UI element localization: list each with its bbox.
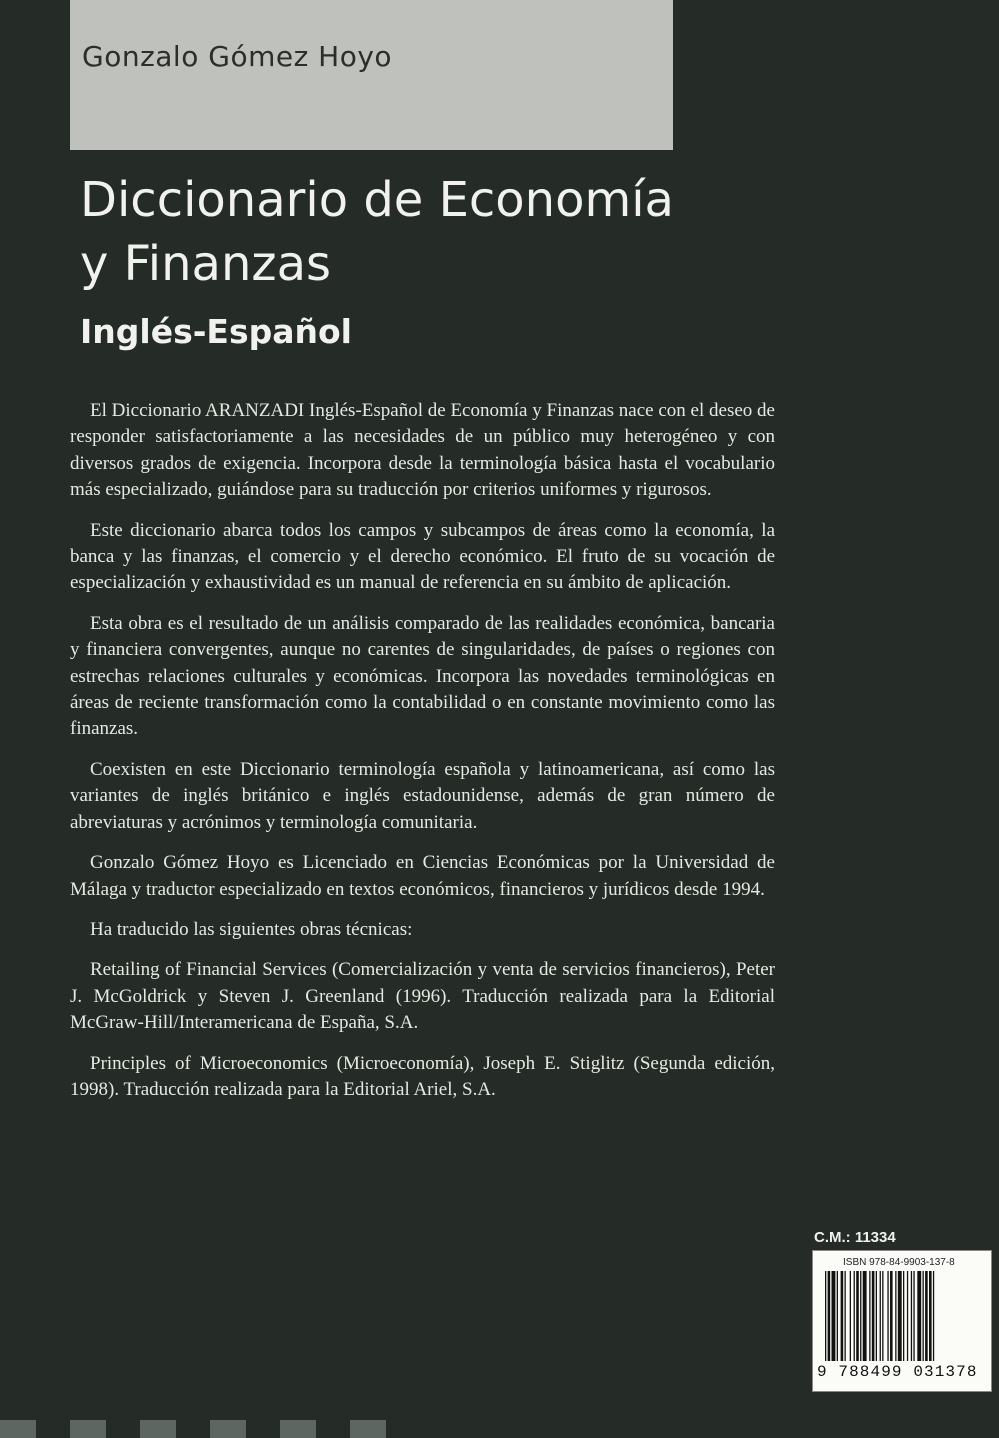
bottom-strip-segment bbox=[350, 1420, 386, 1438]
translations-intro: Ha traducido las siguientes obras técnicas: bbox=[90, 918, 413, 940]
isbn-label: ISBN 978-84-9903-137-8 bbox=[843, 1257, 955, 1268]
blurb-paragraph: Esta obra es el resultado de un análisis comparado de las realidades económica, bancaria y financiera convergentes, aunque no carentes de singularidades, de países o regiones con estrechas relaciones culturales y económicas. Incorpora las novedades terminológicas en áreas de reciente transformación como la contabilidad o en constante movimiento como las finanzas. bbox=[70, 612, 775, 740]
blurb-text bbox=[70, 398, 775, 1117]
bottom-strip-segment bbox=[140, 1420, 176, 1438]
barcode-digits: 9 788499 031378 bbox=[817, 1363, 978, 1381]
bottom-strip-segment bbox=[70, 1420, 106, 1438]
title-line-1: Diccionario de Economía bbox=[80, 172, 674, 228]
cm-code: C.M.: 11334 bbox=[814, 1229, 896, 1246]
author-bio-paragraph: Gonzalo Gómez Hoyo es Licenciado en Ciencias Económicas por la Universidad de Málaga y traductor especializado en textos económicos, financieros y jurídicos desde 1994. bbox=[70, 852, 775, 900]
translation-entry: Principles of Microeconomics (Microeconomía), Joseph E. Stiglitz (Segunda edición, 1998). Traducción realizada para la Editorial Ariel, S.A. bbox=[70, 1052, 775, 1100]
author-box bbox=[70, 0, 673, 150]
bottom-strip-segment bbox=[0, 1420, 36, 1438]
bottom-strip-segment bbox=[210, 1420, 246, 1438]
book-title bbox=[80, 168, 780, 296]
bottom-strip-segment bbox=[280, 1420, 316, 1438]
book-subtitle: Inglés-Español bbox=[80, 312, 352, 351]
barcode-icon bbox=[823, 1271, 981, 1363]
blurb-paragraph: El Diccionario ARANZADI Inglés-Español de Economía y Finanzas nace con el deseo de responder satisfactoriamente a las necesidades de un público muy heterogéneo y con diversos grados de exigencia. Incorpora desde la terminología básica hasta el vocabulario más especializado, guiándose para su traducción por criterios uniformes y rigurosos. bbox=[70, 400, 775, 501]
translation-entry: Retailing of Financial Services (Comercialización y venta de servicios financieros), Peter J. McGoldrick y Steven J. Greenland (1996). Traducción realizada para la Editorial McGraw-Hill/Interamericana de España, S.A. bbox=[70, 959, 775, 1034]
title-line-2: y Finanzas bbox=[80, 236, 331, 292]
author-name: Gonzalo Gómez Hoyo bbox=[82, 40, 393, 73]
barcode-box bbox=[812, 1250, 992, 1392]
blurb-paragraph: Este diccionario abarca todos los campos y subcampos de áreas como la economía, la banca y las finanzas, el comercio y el derecho económico. El fruto de su vocación de especialización y exhaustividad es un manual de referencia en su ámbito de aplicación. bbox=[70, 519, 775, 594]
blurb-paragraph: Coexisten en este Diccionario terminología española y latinoamericana, así como las variantes de inglés británico e inglés estadounidense, además de gran número de abreviaturas y acrónimos y terminología comunitaria. bbox=[70, 758, 775, 833]
